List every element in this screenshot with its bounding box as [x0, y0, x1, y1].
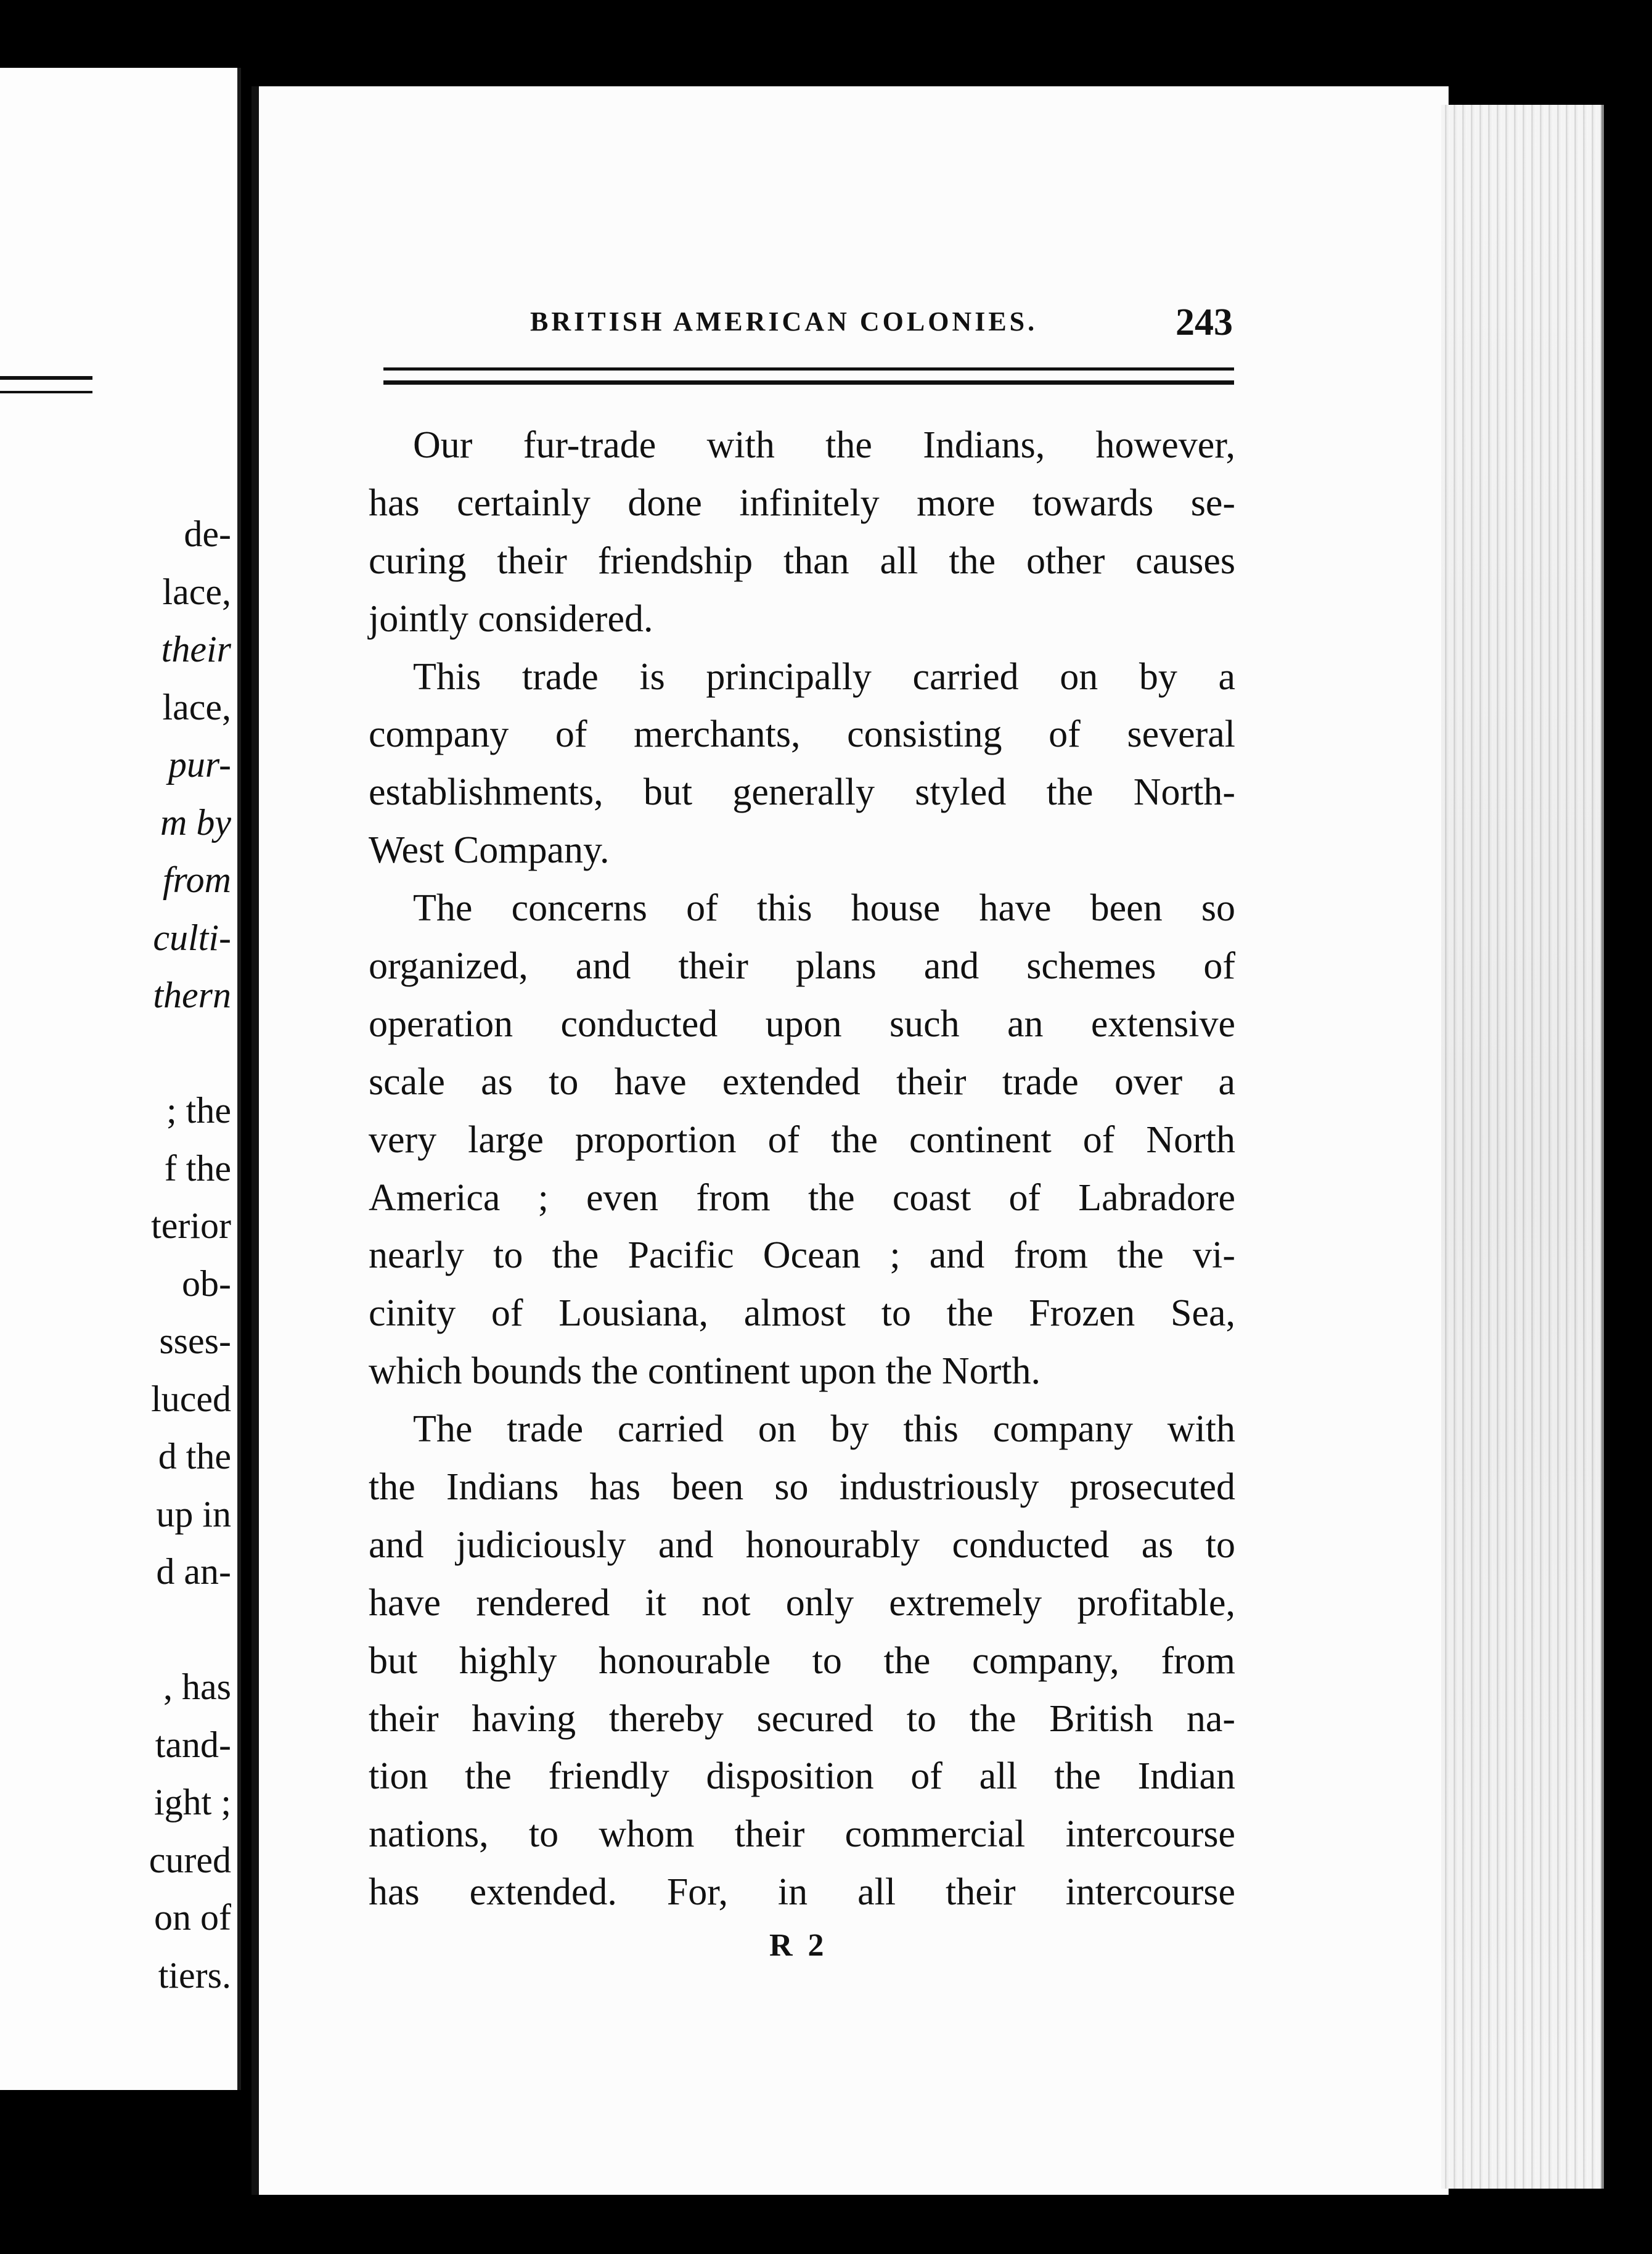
text-line: nearly to the Pacific Ocean ; and from the vi- — [369, 1234, 1235, 1277]
facing-page-line: their — [161, 629, 231, 670]
text-line: organized, and their plans and schemes of — [369, 945, 1235, 988]
facing-page-line: ight ; — [153, 1782, 231, 1822]
body-text — [369, 417, 1235, 1922]
facing-page-line: pur- — [168, 744, 231, 785]
text-line: curing their friendship than all the other causes — [369, 539, 1235, 582]
page-number: 243 — [1176, 301, 1233, 343]
facing-page-line: terior — [151, 1205, 231, 1246]
text-line: The trade carried on by this company with — [413, 1408, 1235, 1451]
text-line: company of merchants, consisting of several — [369, 713, 1235, 756]
facing-page-line: d the — [158, 1436, 231, 1477]
running-head-title: BRITISH AMERICAN COLONIES. — [530, 306, 1038, 337]
facing-page-line: f the — [164, 1147, 231, 1189]
text-line: This trade is principally carried on by a — [413, 655, 1235, 698]
running-head — [530, 301, 1239, 350]
text-line: nations, to whom their commercial intercourse — [369, 1813, 1235, 1856]
facing-page-line: , has — [163, 1666, 231, 1707]
facing-page-line: ob- — [182, 1263, 231, 1304]
header-double-rule — [383, 367, 1234, 385]
facing-page-line: cured — [149, 1839, 231, 1880]
text-line: Our fur-trade with the Indians, however, — [413, 424, 1235, 466]
page-edges-shade — [1441, 105, 1601, 2189]
text-line: has certainly done infinitely more towards se- — [369, 482, 1235, 524]
facing-page-line: tiers. — [158, 1954, 231, 1996]
text-line: have rendered it not only extremely profitable, — [369, 1581, 1235, 1624]
facing-page — [0, 68, 241, 2090]
text-line: cinity of Lousiana, almost to the Frozen Sea, — [369, 1292, 1235, 1335]
facing-page-line: lace, — [162, 686, 231, 727]
text-line: America ; even from the coast of Labradore — [369, 1176, 1235, 1219]
text-line: West Company. — [369, 829, 610, 872]
text-line: establishments, but generally styled the North- — [369, 771, 1235, 814]
facing-page-line — [46, 1025, 231, 1083]
facing-page-line: culti- — [153, 917, 231, 958]
facing-page-line: tand- — [155, 1724, 231, 1765]
facing-page-line: on of — [154, 1897, 231, 1938]
facing-page-line: luced — [151, 1378, 231, 1419]
facing-page-line: d an- — [156, 1551, 231, 1592]
facing-page-line: thern — [153, 975, 231, 1015]
text-line: very large proportion of the continent of North — [369, 1118, 1235, 1161]
facing-page-line: from — [162, 859, 231, 900]
text-line: and judiciously and honourably conducted as to — [369, 1523, 1235, 1566]
text-line: scale as to have extended their trade over a — [369, 1060, 1235, 1103]
text-line: jointly considered. — [369, 597, 653, 640]
text-line: operation conducted upon such an extensive — [369, 1002, 1235, 1045]
text-line: tion the friendly disposition of all the Indian — [369, 1755, 1235, 1798]
facing-page-line: m by — [160, 801, 231, 843]
facing-page-line: up in — [156, 1493, 231, 1535]
facing-page-line — [46, 1601, 231, 1659]
facing-page-line: ; the — [166, 1090, 231, 1131]
text-line: which bounds the continent upon the North. — [369, 1350, 1041, 1393]
text-line: their having thereby secured to the British na- — [369, 1697, 1235, 1740]
facing-page-line: lace, — [162, 571, 231, 612]
text-line: has extended. For, in all their intercourse — [369, 1871, 1235, 1914]
text-line: the Indians has been so industriously prosecuted — [369, 1466, 1235, 1509]
facing-page-text — [46, 506, 231, 2004]
signature-mark: R 2 — [769, 1928, 828, 1963]
facing-page-line: sses- — [159, 1321, 231, 1361]
text-line: The concerns of this house have been so — [413, 887, 1235, 930]
facing-page-line: de- — [184, 514, 231, 554]
text-line: but highly honourable to the company, from — [369, 1639, 1235, 1682]
facing-page-rule — [0, 376, 92, 393]
